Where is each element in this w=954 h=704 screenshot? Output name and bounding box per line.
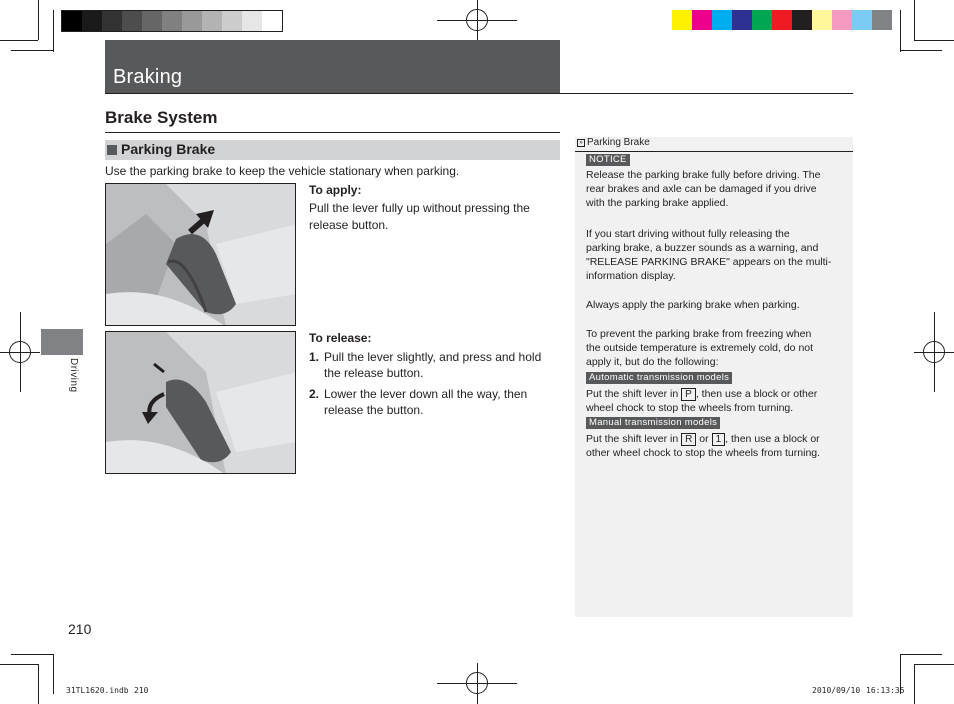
panel-paragraph-1: [586, 168, 841, 210]
apply-parking-brake-photo: [105, 183, 296, 326]
color-swatch: [712, 10, 732, 30]
release-step-1-line-2: the release button.: [324, 366, 424, 380]
color-swatch: [832, 10, 852, 30]
gear-p-key: P: [681, 388, 696, 401]
manual-text-or: or: [699, 433, 709, 445]
color-swatch: [242, 11, 262, 31]
automatic-instructions: [586, 387, 841, 415]
slug-file-page: 210: [134, 686, 149, 695]
crop-mark: [53, 10, 54, 52]
crop-mark: [914, 664, 954, 665]
color-swatch: [672, 10, 692, 30]
crop-mark: [900, 50, 942, 51]
release-step-1-line-1: Pull the lever slightly, and press and hold: [324, 350, 542, 364]
panel-p4-line: the outside temperature is extremely cold, do not: [586, 342, 814, 354]
release-step-2-number: 2.: [309, 387, 320, 401]
crop-mark: [11, 50, 53, 51]
page-number: 210: [68, 621, 92, 637]
release-heading: To release:: [309, 331, 372, 345]
color-swatch: [752, 10, 772, 30]
automatic-text-a: Put the shift lever in: [586, 388, 679, 400]
chapter-rule: [105, 93, 853, 94]
crop-mark: [38, 664, 39, 704]
gear-1-key: 1: [712, 433, 726, 446]
release-step-2-line-1: Lower the lever down all the way, then: [324, 387, 528, 401]
panel-rule: [575, 151, 853, 152]
slug-date: 2010/09/10: [812, 686, 861, 695]
registration-line: [20, 312, 21, 392]
subsection-title: Parking Brake: [121, 141, 216, 157]
apply-line-1: Pull the lever fully up without pressing the: [309, 201, 530, 215]
release-illustration: [106, 332, 296, 474]
crop-mark: [0, 664, 38, 665]
manual-text-b: , then use a block or: [725, 433, 820, 445]
release-step-1-number: 1.: [309, 350, 320, 364]
panel-paragraph-2: [586, 227, 841, 283]
manual-text-a: Put the shift lever in: [586, 433, 679, 445]
color-swatch: [162, 11, 182, 31]
chapter-title: Braking: [113, 66, 183, 88]
release-parking-brake-photo: [105, 331, 296, 474]
chapter-side-label: Driving: [68, 358, 79, 393]
apply-line-2: release button.: [309, 218, 389, 232]
automatic-text-b: , then use a block or other: [695, 388, 818, 400]
color-swatch: [262, 11, 282, 31]
panel-p1-line: rear brakes and axle can be damaged if you drive: [586, 183, 817, 195]
color-swatch: [692, 10, 712, 30]
color-swatch: [812, 10, 832, 30]
manual-transmission-tag: Manual transmission models: [586, 417, 720, 429]
crop-mark: [0, 40, 38, 41]
panel-heading: Parking Brake: [587, 137, 650, 148]
color-swatch: [872, 10, 892, 30]
color-swatch: [202, 11, 222, 31]
process-color-bar: [672, 10, 892, 30]
crop-mark: [38, 0, 39, 40]
crop-mark: [914, 0, 915, 40]
registration-line: [477, 663, 478, 704]
intro-text: Use the parking brake to keep the vehicle stationary when parking.: [105, 164, 460, 178]
apply-illustration: [106, 184, 296, 326]
section-title: Brake System: [105, 108, 218, 127]
automatic-line-2: wheel chock to stop the wheels from turning.: [586, 402, 794, 414]
panel-paragraph-3: Always apply the parking brake when parking.: [586, 299, 800, 311]
reference-icon: »: [577, 139, 585, 147]
panel-p4-line: apply it, but do the following:: [586, 356, 719, 368]
panel-paragraph-4: [586, 327, 841, 369]
panel-p1-line: Release the parking brake fully before driving. The: [586, 169, 821, 181]
crop-mark: [900, 10, 901, 52]
chapter-side-tab: [41, 329, 83, 355]
crop-mark: [914, 40, 954, 41]
grayscale-color-bar: [61, 10, 283, 32]
slug-file: 31TL1620.indb: [66, 686, 129, 695]
gear-r-key: R: [681, 433, 696, 446]
manual-line-2: other wheel chock to stop the wheels from turning.: [586, 447, 821, 459]
manual-instructions: [586, 432, 841, 460]
slug-time: 16:13:35: [866, 686, 905, 695]
color-swatch: [222, 11, 242, 31]
color-swatch: [852, 10, 872, 30]
section-rule: [105, 132, 560, 133]
crop-mark: [914, 664, 915, 704]
automatic-transmission-tag: Automatic transmission models: [586, 372, 732, 384]
crop-mark: [11, 654, 53, 655]
registration-line: [477, 0, 478, 40]
crop-mark: [53, 654, 54, 694]
color-swatch: [772, 10, 792, 30]
panel-p2-line: information display.: [586, 270, 676, 282]
automatic-line-1: [586, 387, 841, 401]
color-swatch: [122, 11, 142, 31]
panel-p2-line: parking brake, a buzzer sounds as a warning, and: [586, 242, 819, 254]
subsection-marker: [107, 145, 117, 155]
panel-p1-line: with the parking brake applied.: [586, 197, 729, 209]
notice-tag: NOTICE: [586, 154, 630, 166]
crop-mark: [900, 654, 942, 655]
color-swatch: [62, 11, 82, 31]
color-swatch: [792, 10, 812, 30]
registration-line: [934, 312, 935, 392]
color-swatch: [82, 11, 102, 31]
color-swatch: [182, 11, 202, 31]
panel-p4-line: To prevent the parking brake from freezing when: [586, 328, 812, 340]
release-step-2-line-2: release the button.: [324, 403, 424, 417]
apply-heading: To apply:: [309, 183, 362, 197]
color-swatch: [102, 11, 122, 31]
panel-p2-line: "RELEASE PARKING BRAKE" appears on the multi-: [586, 256, 832, 268]
color-swatch: [732, 10, 752, 30]
manual-line-1: [586, 432, 841, 446]
color-swatch: [142, 11, 162, 31]
panel-p2-line: If you start driving without fully releasing the: [586, 228, 790, 240]
